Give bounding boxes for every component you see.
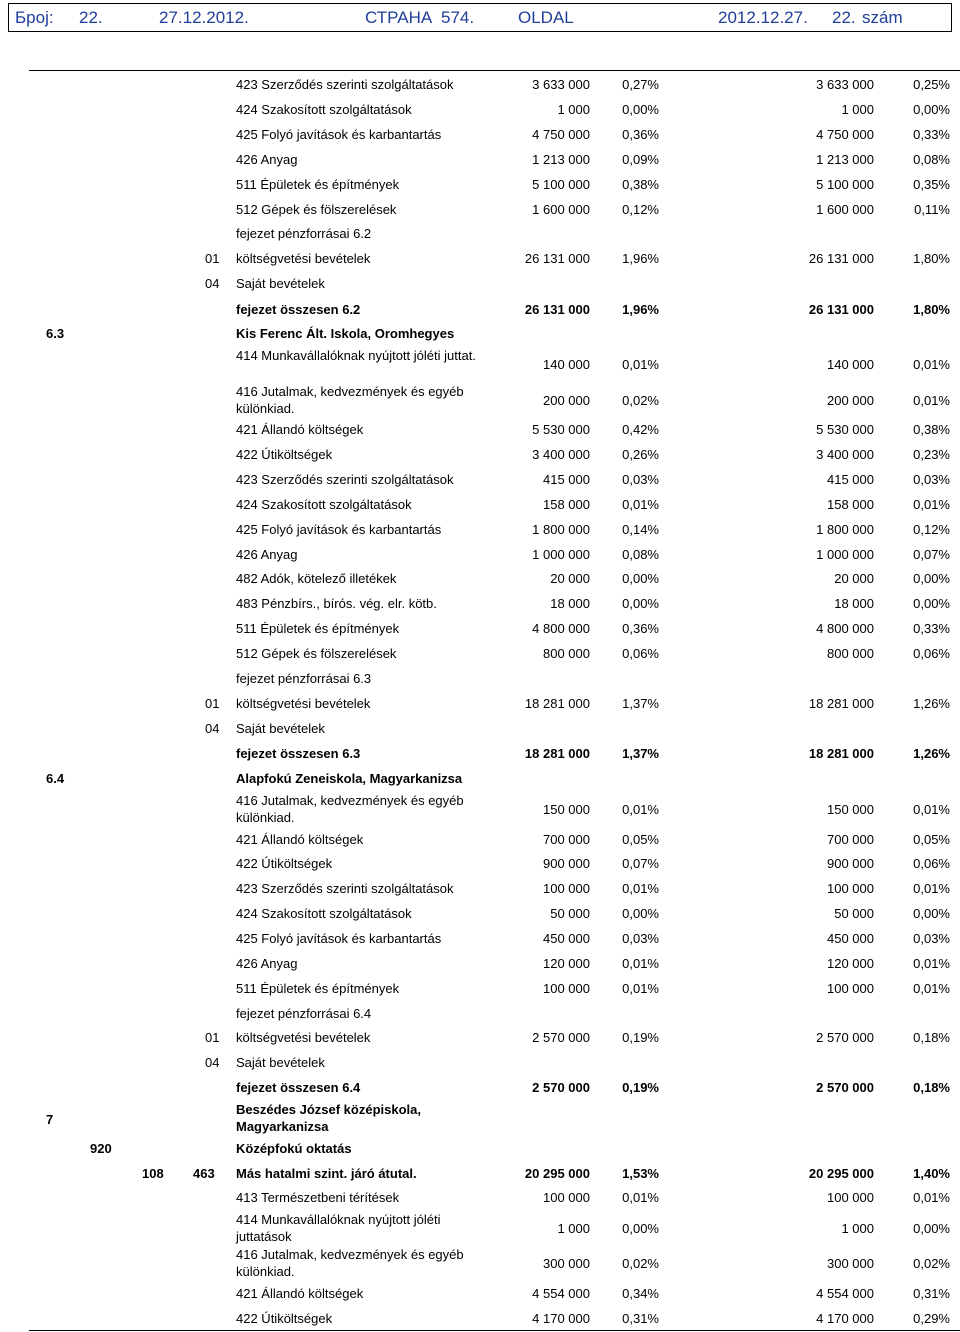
row-label: 425 Folyó javítások és karbantartás	[236, 931, 442, 946]
section-number: 6.4	[46, 771, 65, 786]
percent-1: 0,00%	[622, 596, 659, 611]
amount-2: 800 000	[827, 646, 874, 661]
percent-1: 0,01%	[622, 357, 659, 372]
amount-1: 4 750 000	[532, 127, 590, 142]
percent-1: 0,03%	[622, 472, 659, 487]
percent-1: 0,31%	[622, 1311, 659, 1326]
header-strana: СТРАНА	[365, 8, 433, 27]
row-label: 421 Állandó költségek	[236, 422, 364, 437]
row-label: 416 Jutalmak, kedvezmények és egyéb különkiad.	[236, 793, 464, 825]
percent-2: 0,01%	[913, 497, 950, 512]
row-label: Saját bevételek	[236, 1055, 325, 1070]
percent-1: 0,01%	[622, 881, 659, 896]
percent-2: 0,00%	[913, 906, 950, 921]
amount-1: 1 000	[557, 102, 590, 117]
percent-2: 0,01%	[913, 393, 950, 408]
function-code: 920	[90, 1141, 112, 1156]
percent-2: 0,03%	[913, 931, 950, 946]
row-label: költségvetési bevételek	[236, 1030, 371, 1045]
row-label: 483 Pénzbírs., bírós. vég. elr. kötb.	[236, 596, 437, 611]
percent-2: 1,26%	[913, 696, 950, 711]
percent-2: 0,05%	[913, 832, 950, 847]
program-code: 108	[142, 1166, 164, 1181]
row-label: Saját bevételek	[236, 721, 325, 736]
header-issue-number: 22.	[79, 8, 103, 27]
amount-2: 415 000	[827, 472, 874, 487]
percent-2: 0,01%	[913, 881, 950, 896]
section-number: 7	[46, 1112, 54, 1127]
percent-1: 0,01%	[622, 981, 659, 996]
percent-1: 0,00%	[622, 906, 659, 921]
amount-2: 158 000	[827, 497, 874, 512]
percent-2: 0,38%	[913, 422, 950, 437]
row-label: 416 Jutalmak, kedvezmények és egyéb különkiad.	[236, 1247, 464, 1279]
amount-1: 450 000	[543, 931, 590, 946]
percent-2: 0,31%	[913, 1286, 950, 1301]
row-label: 425 Folyó javítások és karbantartás	[236, 127, 442, 142]
table-top-rule	[29, 70, 960, 71]
amount-1: 415 000	[543, 472, 590, 487]
amount-1: 26 131 000	[524, 302, 590, 317]
amount-1: 18 000	[550, 596, 590, 611]
percent-1: 0,01%	[622, 956, 659, 971]
percent-1: 1,53%	[622, 1166, 659, 1181]
percent-2: 0,35%	[913, 177, 950, 192]
row-label: 426 Anyag	[236, 956, 298, 971]
amount-1: 4 170 000	[532, 1311, 590, 1326]
amount-1: 3 633 000	[532, 77, 590, 92]
row-label: 421 Állandó költségek	[236, 832, 364, 847]
row-label: 422 Útiköltségek	[236, 856, 333, 871]
percent-1: 0,26%	[622, 447, 659, 462]
amount-1: 1 600 000	[532, 202, 590, 217]
row-label: 421 Állandó költségek	[236, 1286, 364, 1301]
source-code: 01	[205, 1030, 220, 1045]
amount-1: 2 570 000	[532, 1080, 590, 1095]
section-number: 6.3	[46, 326, 65, 341]
amount-2: 100 000	[827, 881, 874, 896]
amount-2: 26 131 000	[808, 251, 874, 266]
header-issue-number-hu: 22.	[832, 8, 856, 27]
amount-2: 4 800 000	[816, 621, 874, 636]
source-code: 01	[205, 251, 220, 266]
row-label: 422 Útiköltségek	[236, 1311, 333, 1326]
row-label: Saját bevételek	[236, 276, 325, 291]
amount-1: 5 100 000	[532, 177, 590, 192]
percent-1: 0,00%	[622, 102, 659, 117]
row-label: költségvetési bevételek	[236, 251, 371, 266]
amount-1: 5 530 000	[532, 422, 590, 437]
percent-1: 0,00%	[622, 1221, 659, 1236]
amount-2: 150 000	[827, 802, 874, 817]
amount-1: 120 000	[543, 956, 590, 971]
percent-2: 0,12%	[913, 522, 950, 537]
amount-1: 300 000	[543, 1256, 590, 1271]
percent-1: 0,01%	[622, 802, 659, 817]
header-date-hungarian: 2012.12.27.	[718, 8, 808, 27]
row-label: 511 Épületek és építmények	[236, 621, 400, 636]
percent-2: 0,01%	[913, 981, 950, 996]
percent-2: 0,06%	[913, 856, 950, 871]
percent-2: 0,23%	[913, 447, 950, 462]
source-code: 04	[205, 721, 220, 736]
row-label: 423 Szerződés szerinti szolgáltatások	[236, 472, 454, 487]
amount-1: 1 800 000	[532, 522, 590, 537]
row-label: Középfokú oktatás	[236, 1141, 352, 1156]
row-label: Alapfokú Zeneiskola, Magyarkanizsa	[236, 771, 463, 786]
amount-1: 18 281 000	[524, 746, 590, 761]
row-label: 424 Szakosított szolgáltatások	[236, 497, 412, 512]
percent-1: 0,12%	[622, 202, 659, 217]
percent-2: 0,01%	[913, 1190, 950, 1205]
percent-1: 0,36%	[622, 621, 659, 636]
amount-2: 140 000	[827, 357, 874, 372]
percent-1: 0,42%	[622, 422, 659, 437]
amount-1: 150 000	[543, 802, 590, 817]
percent-2: 0,03%	[913, 472, 950, 487]
percent-2: 0,01%	[913, 956, 950, 971]
percent-2: 0,01%	[913, 357, 950, 372]
percent-2: 0,00%	[913, 596, 950, 611]
amount-1: 3 400 000	[532, 447, 590, 462]
percent-1: 0,08%	[622, 547, 659, 562]
percent-2: 0,11%	[914, 202, 950, 217]
row-label: fejezet összesen 6.3	[236, 746, 361, 761]
row-label: fejezet pénzforrásai 6.3	[236, 671, 372, 686]
amount-2: 700 000	[827, 832, 874, 847]
percent-1: 1,96%	[622, 251, 659, 266]
percent-2: 1,80%	[913, 302, 950, 317]
row-label: 423 Szerződés szerinti szolgáltatások	[236, 77, 454, 92]
amount-2: 5 530 000	[816, 422, 874, 437]
row-label: 423 Szerződés szerinti szolgáltatások	[236, 881, 454, 896]
amount-2: 900 000	[827, 856, 874, 871]
amount-2: 1 000	[841, 102, 874, 117]
row-label: 511 Épületek és építmények	[236, 981, 400, 996]
percent-2: 1,80%	[913, 251, 950, 266]
amount-1: 100 000	[543, 1190, 590, 1205]
percent-2: 0,18%	[913, 1030, 950, 1045]
header-broj: Број:	[15, 8, 54, 27]
percent-2: 0,06%	[913, 646, 950, 661]
amount-1: 900 000	[543, 856, 590, 871]
amount-1: 100 000	[543, 981, 590, 996]
row-label: 426 Anyag	[236, 547, 298, 562]
percent-1: 0,27%	[622, 77, 659, 92]
percent-2: 0,00%	[913, 1221, 950, 1236]
row-label: 424 Szakosított szolgáltatások	[236, 102, 412, 117]
page-header	[8, 3, 952, 32]
amount-2: 100 000	[827, 981, 874, 996]
percent-1: 0,02%	[622, 393, 659, 408]
amount-2: 4 554 000	[816, 1286, 874, 1301]
row-label: 512 Gépek és fölszerelések	[236, 202, 397, 217]
row-label: 414 Munkavállalóknak nyújtott jóléti juttatások	[236, 1212, 441, 1244]
percent-1: 0,09%	[622, 152, 659, 167]
row-label: 416 Jutalmak, kedvezmények és egyéb különkiad.	[236, 384, 464, 416]
row-label: Más hatalmi szint. járó átutal.	[236, 1166, 417, 1181]
amount-1: 140 000	[543, 357, 590, 372]
amount-1: 4 800 000	[532, 621, 590, 636]
amount-2: 3 633 000	[816, 77, 874, 92]
percent-1: 1,37%	[622, 746, 659, 761]
amount-1: 20 295 000	[524, 1166, 590, 1181]
amount-2: 18 281 000	[808, 696, 874, 711]
percent-1: 0,06%	[622, 646, 659, 661]
row-label: 413 Természetbeni térítések	[236, 1190, 400, 1205]
percent-1: 0,34%	[622, 1286, 659, 1301]
percent-2: 0,25%	[913, 77, 950, 92]
amount-2: 4 750 000	[816, 127, 874, 142]
amount-2: 3 400 000	[816, 447, 874, 462]
amount-1: 1 000	[557, 1221, 590, 1236]
amount-2: 2 570 000	[816, 1080, 874, 1095]
percent-2: 0,01%	[913, 802, 950, 817]
percent-2: 0,33%	[913, 621, 950, 636]
percent-2: 0,00%	[913, 102, 950, 117]
amount-2: 200 000	[827, 393, 874, 408]
row-label: fejezet pénzforrásai 6.2	[236, 226, 372, 241]
source-code: 04	[205, 276, 220, 291]
amount-2: 5 100 000	[816, 177, 874, 192]
row-label: fejezet összesen 6.4	[236, 1080, 361, 1095]
amount-2: 20 295 000	[808, 1166, 874, 1181]
amount-2: 26 131 000	[808, 302, 874, 317]
amount-2: 18 281 000	[808, 746, 874, 761]
amount-2: 450 000	[827, 931, 874, 946]
amount-2: 100 000	[827, 1190, 874, 1205]
source-code: 04	[205, 1055, 220, 1070]
row-label: 511 Épületek és építmények	[236, 177, 400, 192]
amount-1: 100 000	[543, 881, 590, 896]
row-label: fejezet összesen 6.2	[236, 302, 361, 317]
amount-1: 18 281 000	[524, 696, 590, 711]
percent-2: 1,26%	[913, 746, 950, 761]
percent-1: 0,00%	[622, 571, 659, 586]
amount-2: 300 000	[827, 1256, 874, 1271]
percent-1: 0,19%	[622, 1030, 659, 1045]
percent-2: 1,40%	[913, 1166, 950, 1181]
percent-1: 1,96%	[622, 302, 659, 317]
row-label: Kis Ferenc Ált. Iskola, Oromhegyes	[236, 326, 455, 341]
percent-1: 0,05%	[622, 832, 659, 847]
percent-1: 0,14%	[622, 522, 659, 537]
percent-2: 0,33%	[913, 127, 950, 142]
amount-1: 158 000	[543, 497, 590, 512]
amount-1: 1 213 000	[532, 152, 590, 167]
percent-2: 0,02%	[913, 1256, 950, 1271]
row-label: 425 Folyó javítások és karbantartás	[236, 522, 442, 537]
percent-1: 0,01%	[622, 1190, 659, 1205]
row-label: fejezet pénzforrásai 6.4	[236, 1006, 372, 1021]
amount-1: 700 000	[543, 832, 590, 847]
percent-1: 0,01%	[622, 497, 659, 512]
amount-2: 1 000	[841, 1221, 874, 1236]
percent-2: 0,18%	[913, 1080, 950, 1095]
amount-1: 20 000	[550, 571, 590, 586]
row-label: 426 Anyag	[236, 152, 298, 167]
amount-1: 1 000 000	[532, 547, 590, 562]
amount-1: 200 000	[543, 393, 590, 408]
amount-1: 26 131 000	[524, 251, 590, 266]
percent-1: 0,19%	[622, 1080, 659, 1095]
amount-2: 1 000 000	[816, 547, 874, 562]
amount-2: 50 000	[834, 906, 874, 921]
amount-2: 120 000	[827, 956, 874, 971]
amount-2: 1 600 000	[816, 202, 874, 217]
header-page-number: 574.	[441, 8, 475, 27]
amount-1: 50 000	[550, 906, 590, 921]
percent-1: 0,02%	[622, 1256, 659, 1271]
amount-1: 4 554 000	[532, 1286, 590, 1301]
header-date-serbian: 27.12.2012.	[159, 8, 249, 27]
table-bottom-rule	[29, 1330, 960, 1331]
row-label: költségvetési bevételek	[236, 696, 371, 711]
header-szam: szám	[862, 8, 903, 27]
percent-1: 0,07%	[622, 856, 659, 871]
percent-1: 0,03%	[622, 931, 659, 946]
row-label: 422 Útiköltségek	[236, 447, 333, 462]
amount-2: 2 570 000	[816, 1030, 874, 1045]
percent-2: 0,00%	[913, 571, 950, 586]
amount-2: 18 000	[834, 596, 874, 611]
amount-1: 2 570 000	[532, 1030, 590, 1045]
amount-1: 800 000	[543, 646, 590, 661]
percent-2: 0,08%	[913, 152, 950, 167]
row-label: 414 Munkavállalóknak nyújtott jóléti juttat.	[236, 348, 476, 363]
percent-2: 0,29%	[913, 1311, 950, 1326]
amount-2: 1 213 000	[816, 152, 874, 167]
percent-1: 0,36%	[622, 127, 659, 142]
row-label: 512 Gépek és fölszerelések	[236, 646, 397, 661]
percent-1: 0,38%	[622, 177, 659, 192]
percent-1: 1,37%	[622, 696, 659, 711]
percent-2: 0,07%	[913, 547, 950, 562]
header-oldal: OLDAL	[518, 8, 574, 27]
row-label: 424 Szakosított szolgáltatások	[236, 906, 412, 921]
amount-2: 1 800 000	[816, 522, 874, 537]
economic-code: 463	[193, 1166, 215, 1181]
row-label: Beszédes József középiskola, Magyarkanizsa	[236, 1102, 421, 1134]
amount-2: 20 000	[834, 571, 874, 586]
row-label: 482 Adók, kötelező illetékek	[236, 571, 397, 586]
source-code: 01	[205, 696, 220, 711]
amount-2: 4 170 000	[816, 1311, 874, 1326]
